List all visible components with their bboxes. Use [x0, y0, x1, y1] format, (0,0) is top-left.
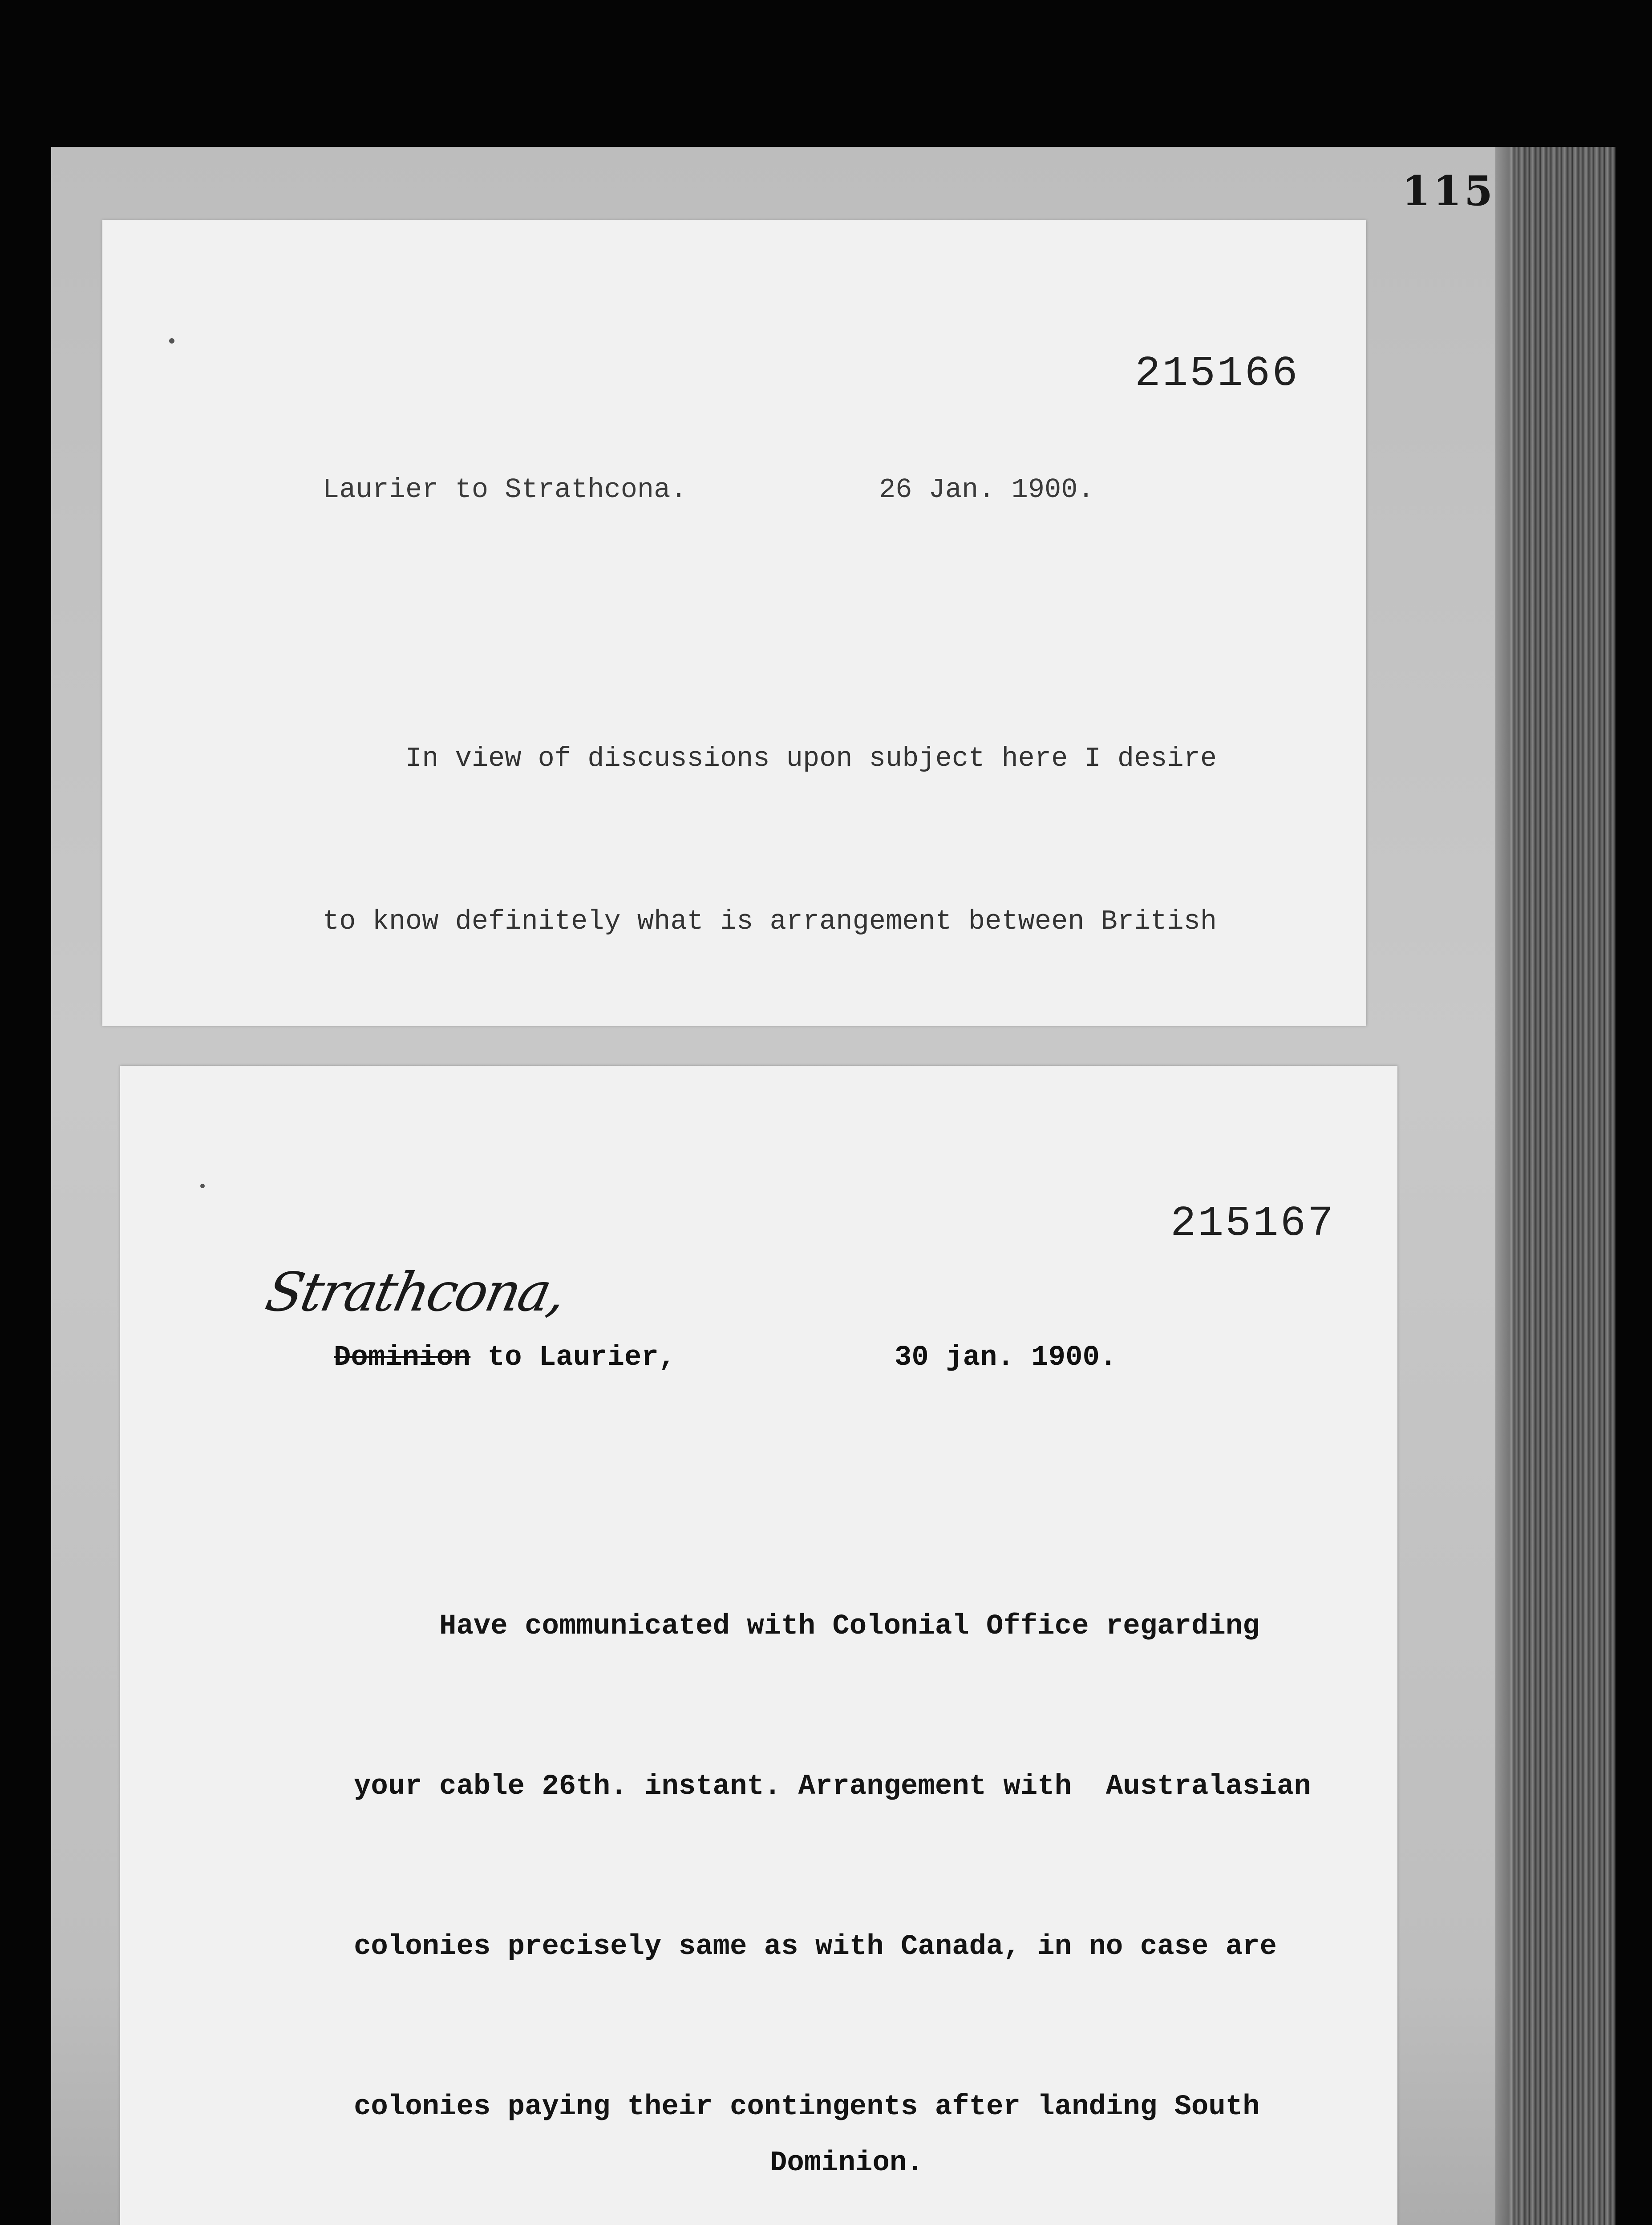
telegram-slip-laurier — [102, 220, 1366, 1026]
body-line: In view of discussions upon subject here I desire — [323, 743, 1217, 774]
heading-recipient: to Laurier, — [470, 1342, 676, 1374]
struck-out-word: Dominion — [334, 1342, 471, 1374]
stacked-page-edges — [1509, 147, 1616, 2225]
telegram-slip-strathcona — [120, 1066, 1397, 2225]
reference-number: 215166 — [1135, 349, 1300, 398]
body-line: colonies paying their contingents after landing South — [354, 2091, 1260, 2123]
page-number: 115 — [1402, 167, 1496, 215]
telegram-date: 26 Jan. 1900. — [879, 474, 1094, 506]
reference-number: 215167 — [1170, 1199, 1335, 1248]
paper-speck — [169, 338, 174, 344]
body-line: to know definitely what is arrangement between British — [323, 906, 1217, 937]
telegram-date: 30 jan. 1900. — [895, 1342, 1117, 1374]
handwritten-correction: Strathcona, — [260, 1262, 571, 1323]
body-line: colonies precisely same as with Canada, in no case are — [354, 1931, 1277, 1963]
telegram-body — [354, 1493, 1311, 2225]
telegram-heading — [334, 1342, 676, 1374]
body-line: Have communicated with Colonial Office regarding — [354, 1610, 1260, 1642]
telegram-heading: Laurier to Strathcona. — [323, 474, 687, 506]
paper-speck — [200, 1184, 205, 1188]
body-line: your cable 26th. instant. Arrangement with Australasian — [354, 1771, 1311, 1803]
telegram-closing: Dominion. — [770, 2147, 924, 2179]
